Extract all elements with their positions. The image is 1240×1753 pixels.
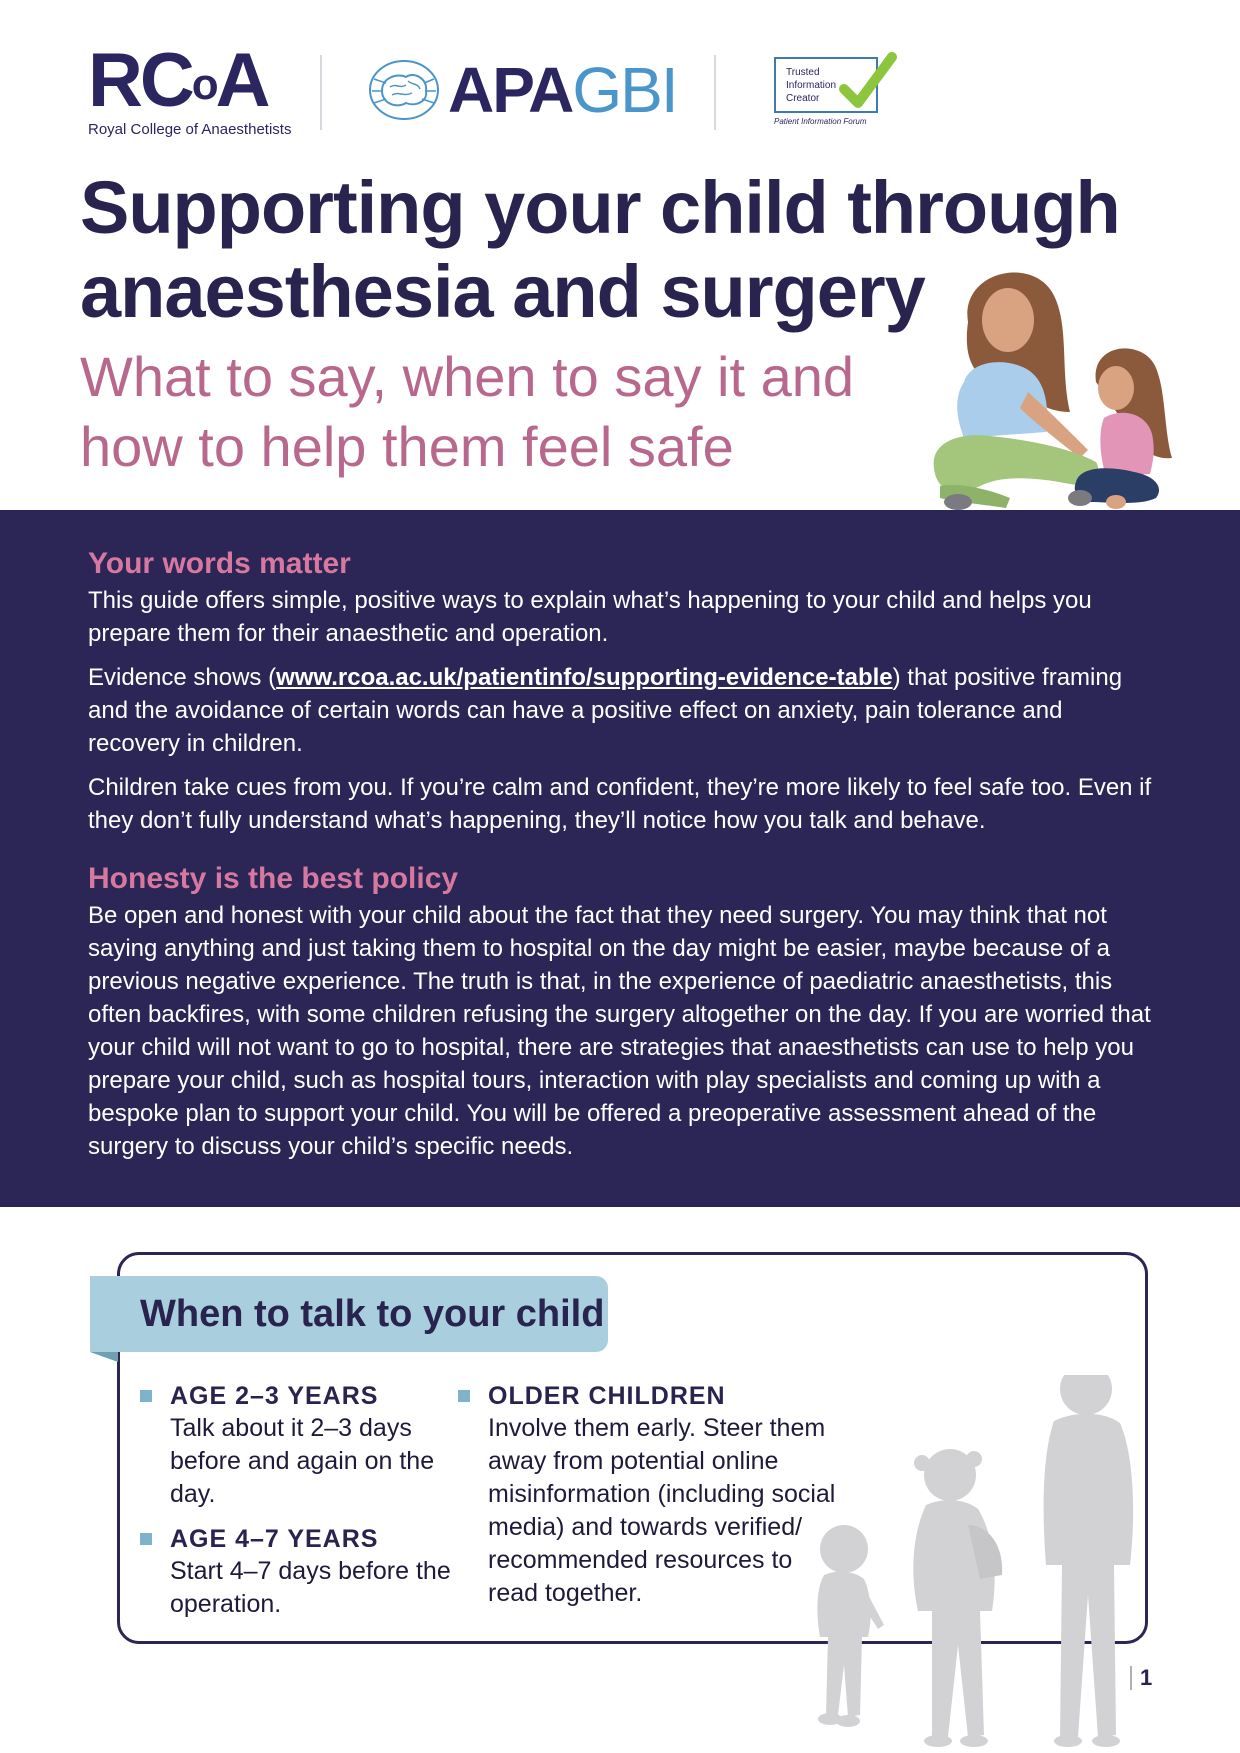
paragraph: Be open and honest with your child about the fact that they need surgery. You may think that not saying anything and just taking them to hospital on the day might be easier, maybe because of a previous negative experience. The truth is that, in the experience of paediatric anaesthetists, this often backfires, with some children refusing the surgery altogether on the day. If you are worried that your child will not want to go to hospital, there are strategies that anaesthetists can use to help you prepare your child, such as hospital tours, interaction with play specialists and coming up with a bespoke plan to support your child. You will be offered a preoperative assessment ahead of the surgery to discuss your child’s specific needs. (88, 902, 1151, 1160)
age-column-left (140, 1380, 460, 1621)
children-silhouettes-illustration (798, 1375, 1138, 1753)
logo-divider (714, 55, 716, 130)
rcoa-logo (88, 38, 292, 138)
tab-fold (90, 1352, 118, 1362)
item-heading: AGE 4–7 YEARS (170, 1525, 379, 1553)
section-heading-honesty: Honesty is the best policy (88, 862, 459, 895)
pif-name: Patient Information Forum (774, 117, 867, 126)
item-heading: AGE 2–3 YEARS (170, 1382, 379, 1410)
pif-text: Trusted Information Creator (786, 67, 837, 104)
when-to-talk-tab (90, 1276, 608, 1352)
square-bullet-icon (458, 1390, 470, 1402)
item-text: Involve them early. Steer them away from potential online misinformation (including social media) and towards verified/ recommended resources to read together. (488, 1414, 836, 1607)
section-heading-words-matter: Your words matter (88, 547, 351, 580)
square-bullet-icon (140, 1533, 152, 1545)
pif-badge (774, 57, 878, 126)
header-logos (88, 38, 948, 145)
item-heading: OLDER CHILDREN (488, 1382, 726, 1410)
intro-band (0, 510, 1240, 1207)
item-text: Talk about it 2–3 days before and again on the day. (170, 1414, 435, 1508)
rcoa-mark: $RC^oA$ (88, 38, 268, 123)
apagbi-logo (368, 55, 677, 125)
item-text: Start 4–7 days before the operation. (170, 1557, 451, 1618)
check-icon (838, 51, 898, 113)
list-item (140, 1380, 460, 1511)
list-item (140, 1523, 460, 1621)
mother-child-illustration (920, 262, 1210, 562)
evidence-link[interactable]: www.rcoa.ac.uk/patientinfo/supporting-evidence-table (276, 664, 893, 691)
rcoa-name: Royal College of Anaesthetists (88, 121, 292, 138)
paragraph-evidence: Evidence shows (www.rcoa.ac.uk/patientinfo/supporting-evidence-table) that positive framing and the avoidance of certain words can have a positive effect on anxiety, pain tolerance and recovery in children. (88, 664, 1123, 757)
when-to-talk-heading: When to talk to your child (140, 1293, 605, 1335)
paragraph: This guide offers simple, positive ways to explain what’s happening to your child and helps you prepare them for their anaesthetic and operation. (88, 587, 1092, 647)
page-title: Supporting your child through anaesthesia and surgery (80, 166, 1120, 333)
square-bullet-icon (140, 1390, 152, 1402)
logo-divider (320, 55, 322, 130)
brain-emblem-icon (368, 59, 440, 121)
page-subtitle: What to say, when to say it and how to help them feel safe (80, 345, 855, 478)
apagbi-wordmark: APAGBI (448, 54, 677, 126)
page-number: 1 (1130, 1666, 1152, 1690)
paragraph: Children take cues from you. If you’re calm and confident, they’re more likely to feel safe too. Even if they don’t fully understand what’s happening, they’ll notice how you talk and behave. (88, 774, 1152, 834)
